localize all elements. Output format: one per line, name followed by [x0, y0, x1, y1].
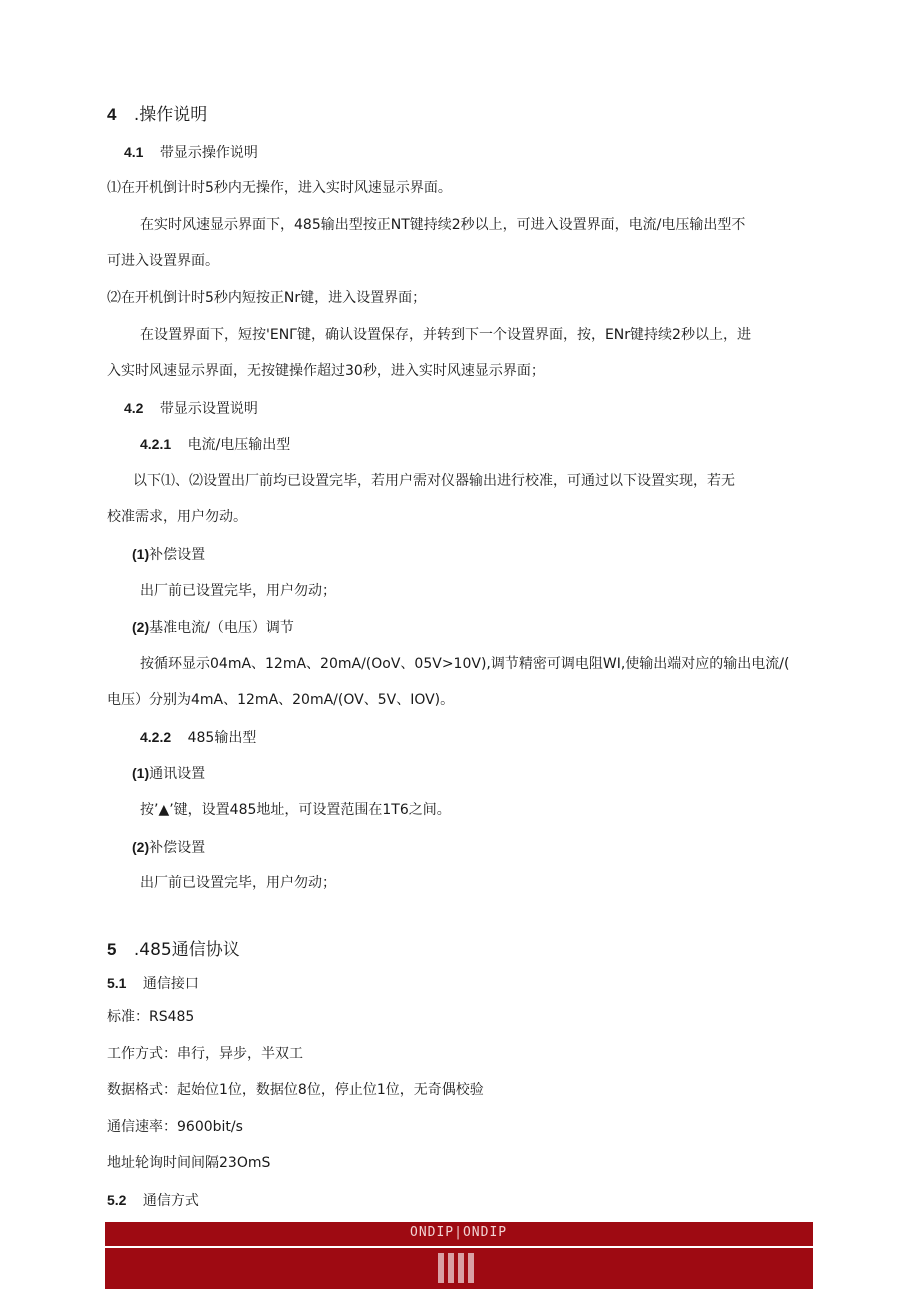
paragraph: 入实时风速显示界面，无按键操作超过30秒，进入实时风速显示界面；	[107, 363, 545, 379]
list-item-heading: (1)通讯设置	[132, 765, 206, 782]
paragraph: 出厂前已设置完毕，用户勿动；	[140, 875, 336, 891]
paragraph: 在设置界面下，短按'ENΓ键，确认设置保存，并转到下一个设置界面，按，ENr键持续2秒以上，进	[140, 327, 751, 343]
paragraph: 在实时风速显示界面下，485输出型按正NT键持续2秒以上，可进入设置界面，电流/电压输出型不	[140, 217, 746, 233]
paragraph: 以下⑴、⑵设置出厂前均已设置完毕，若用户需对仪器输出进行校准，可通过以下设置实现，若无	[133, 473, 735, 489]
section-5-2-heading: 5.2 通信方式	[107, 1192, 199, 1209]
list-item-heading: (2)补偿设置	[132, 839, 206, 856]
footer-bar	[105, 1248, 813, 1289]
paragraph: ⑴在开机倒计时5秒内无操作，进入实时风速显示界面。	[107, 180, 452, 196]
paragraph: 电压）分别为4mA、12mA、20mA/(OV、5V、IOV)。	[107, 692, 455, 708]
section-4-1-heading: 4.1 带显示操作说明	[124, 144, 258, 161]
paragraph: 可进入设置界面。	[107, 253, 219, 269]
section-5-1-heading: 5.1 通信接口	[107, 975, 199, 992]
paragraph: 按’▲’键，设置485地址，可设置范围在1T6之间。	[140, 802, 451, 818]
list-item-heading: (2)基准电流/（电压）调节	[132, 619, 294, 636]
section-4-heading: 4 .操作说明	[107, 105, 208, 125]
section-5-heading: 5 .485通信协议	[107, 940, 240, 960]
paragraph: 地址轮询时间间隔23OmS	[107, 1155, 271, 1171]
footer-logo-icon	[438, 1253, 474, 1283]
section-4-2-heading: 4.2 带显示设置说明	[124, 400, 258, 417]
paragraph: 校准需求，用户勿动。	[107, 509, 247, 525]
section-4-2-1-heading: 4.2.1 电流/电压输出型	[140, 436, 291, 453]
paragraph: 数据格式：起始位1位，数据位8位，停止位1位，无奇偶校验	[107, 1082, 484, 1098]
footer-banner	[105, 1222, 813, 1246]
paragraph: 按循环显示04mA、12mA、20mA/(OoV、05V>10V),调节精密可调电阻WI,使输出端对应的输出电流/(	[140, 656, 790, 672]
paragraph: 出厂前已设置完毕，用户勿动；	[140, 583, 336, 599]
list-item-heading: (1)补偿设置	[132, 546, 206, 563]
footer-text: ONDIP|ONDIP	[410, 1225, 508, 1240]
section-4-2-2-heading: 4.2.2 485输出型	[140, 729, 257, 746]
paragraph: 通信速率：9600bit/s	[107, 1119, 243, 1135]
paragraph: ⑵在开机倒计时5秒内短按正Nr键，进入设置界面；	[107, 290, 427, 306]
paragraph: 工作方式：串行，异步，半双工	[107, 1046, 303, 1062]
paragraph: 标准：RS485	[107, 1009, 195, 1025]
